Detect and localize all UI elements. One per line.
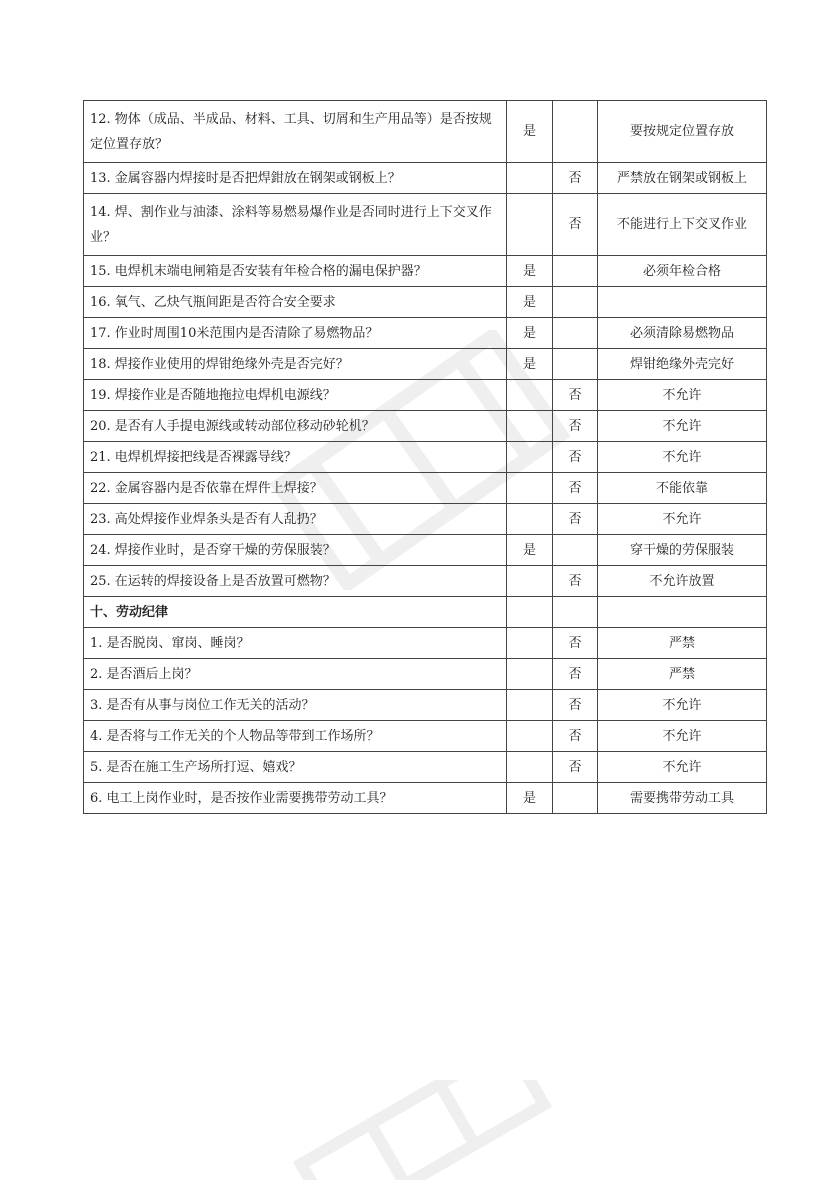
table-row [84, 721, 767, 752]
no-cell: 否 [553, 752, 598, 783]
section-title: 十、劳动纪律 [84, 597, 507, 628]
question-cell: 23. 高处焊接作业焊条头是否有人乱扔？ [84, 504, 507, 535]
remark-cell: 不能进行上下交叉作业 [598, 194, 767, 256]
remark-cell: 需要携带劳动工具 [598, 783, 767, 814]
table-row [84, 566, 767, 597]
question-cell: 21. 电焊机焊接把线是否裸露导线？ [84, 442, 507, 473]
yes-cell [507, 473, 553, 504]
yes-cell: 是 [507, 783, 553, 814]
yes-cell [507, 597, 553, 628]
no-cell [553, 256, 598, 287]
remark-cell: 不允许 [598, 442, 767, 473]
remark-cell: 严禁放在钢架或钢板上 [598, 163, 767, 194]
remark-cell: 必须年检合格 [598, 256, 767, 287]
yes-cell [507, 442, 553, 473]
no-cell: 否 [553, 163, 598, 194]
table-row [84, 690, 767, 721]
remark-cell: 不允许 [598, 380, 767, 411]
yes-cell [507, 752, 553, 783]
yes-cell: 是 [507, 349, 553, 380]
remark-cell: 穿干燥的劳保服装 [598, 535, 767, 566]
yes-cell [507, 163, 553, 194]
no-cell [553, 597, 598, 628]
remark-cell [598, 287, 767, 318]
question-cell: 1. 是否脱岗、窜岗、睡岗？ [84, 628, 507, 659]
table-row [84, 287, 767, 318]
table-row [84, 163, 767, 194]
table-row [84, 783, 767, 814]
no-cell: 否 [553, 442, 598, 473]
safety-checklist-table [83, 100, 767, 814]
question-cell: 3. 是否有从事与岗位工作无关的活动？ [84, 690, 507, 721]
yes-cell [507, 690, 553, 721]
no-cell: 否 [553, 690, 598, 721]
question-cell: 5. 是否在施工生产场所打逗、嬉戏？ [84, 752, 507, 783]
table-row [84, 318, 767, 349]
remark-cell: 焊钳绝缘外壳完好 [598, 349, 767, 380]
question-cell: 18. 焊接作业使用的焊钳绝缘外壳是否完好？ [84, 349, 507, 380]
remark-cell: 严禁 [598, 659, 767, 690]
no-cell: 否 [553, 411, 598, 442]
remark-cell: 不允许 [598, 690, 767, 721]
no-cell: 否 [553, 194, 598, 256]
remark-cell: 不允许 [598, 721, 767, 752]
no-cell: 否 [553, 628, 598, 659]
question-cell: 12. 物体（成品、半成品、材料、工具、切屑和生产用品等）是否按规定位置存放？ [84, 101, 507, 163]
no-cell [553, 349, 598, 380]
yes-cell: 是 [507, 287, 553, 318]
no-cell [553, 318, 598, 349]
remark-cell: 不允许 [598, 752, 767, 783]
yes-cell [507, 411, 553, 442]
yes-cell [507, 659, 553, 690]
remark-cell: 不能依靠 [598, 473, 767, 504]
remark-cell: 不允许 [598, 411, 767, 442]
table-row [84, 101, 767, 163]
table-row [84, 504, 767, 535]
table-row [84, 194, 767, 256]
no-cell: 否 [553, 504, 598, 535]
question-cell: 2. 是否酒后上岗？ [84, 659, 507, 690]
question-cell: 19. 焊接作业是否随地拖拉电焊机电源线？ [84, 380, 507, 411]
yes-cell [507, 566, 553, 597]
question-cell: 13. 金属容器内焊接时是否把焊鉗放在钢架或钢板上？ [84, 163, 507, 194]
question-cell: 14. 焊、割作业与油漆、涂料等易燃易爆作业是否同时进行上下交叉作业？ [84, 194, 507, 256]
question-cell: 16. 氧气、乙炔气瓶间距是否符合安全要求 [84, 287, 507, 318]
no-cell [553, 783, 598, 814]
yes-cell [507, 504, 553, 535]
remark-cell: 要按规定位置存放 [598, 101, 767, 163]
table-row [84, 535, 767, 566]
question-cell: 4. 是否将与工作无关的个人物品等带到工作场所？ [84, 721, 507, 752]
no-cell [553, 101, 598, 163]
question-cell: 25. 在运转的焊接设备上是否放置可燃物？ [84, 566, 507, 597]
table-row [84, 442, 767, 473]
table-row [84, 628, 767, 659]
no-cell [553, 287, 598, 318]
remark-cell: 不允许 [598, 504, 767, 535]
question-cell: 22. 金属容器内是否依靠在焊件上焊接？ [84, 473, 507, 504]
remark-cell: 必须清除易燃物品 [598, 318, 767, 349]
yes-cell: 是 [507, 256, 553, 287]
remark-cell [598, 597, 767, 628]
no-cell [553, 535, 598, 566]
yes-cell [507, 628, 553, 659]
remark-cell: 严禁 [598, 628, 767, 659]
no-cell: 否 [553, 721, 598, 752]
question-cell: 17. 作业时周围10米范围内是否清除了易燃物品？ [84, 318, 507, 349]
question-cell: 20. 是否有人手提电源线或转动部位移动砂轮机？ [84, 411, 507, 442]
question-cell: 6. 电工上岗作业时，是否按作业需要携带劳动工具？ [84, 783, 507, 814]
no-cell: 否 [553, 566, 598, 597]
yes-cell: 是 [507, 535, 553, 566]
yes-cell [507, 721, 553, 752]
no-cell: 否 [553, 659, 598, 690]
watermark-graphic-bottom [280, 1080, 560, 1180]
table-row [84, 349, 767, 380]
table-row [84, 256, 767, 287]
question-cell: 24. 焊接作业时，是否穿干燥的劳保服装？ [84, 535, 507, 566]
yes-cell: 是 [507, 101, 553, 163]
table-row [84, 380, 767, 411]
no-cell: 否 [553, 380, 598, 411]
table-row [84, 473, 767, 504]
remark-cell: 不允许放置 [598, 566, 767, 597]
yes-cell [507, 194, 553, 256]
question-cell: 15. 电焊机末端电闸箱是否安装有年检合格的漏电保护器？ [84, 256, 507, 287]
no-cell: 否 [553, 473, 598, 504]
table-row [84, 659, 767, 690]
yes-cell: 是 [507, 318, 553, 349]
section-header-row [84, 597, 767, 628]
yes-cell [507, 380, 553, 411]
table-row [84, 411, 767, 442]
table-row [84, 752, 767, 783]
